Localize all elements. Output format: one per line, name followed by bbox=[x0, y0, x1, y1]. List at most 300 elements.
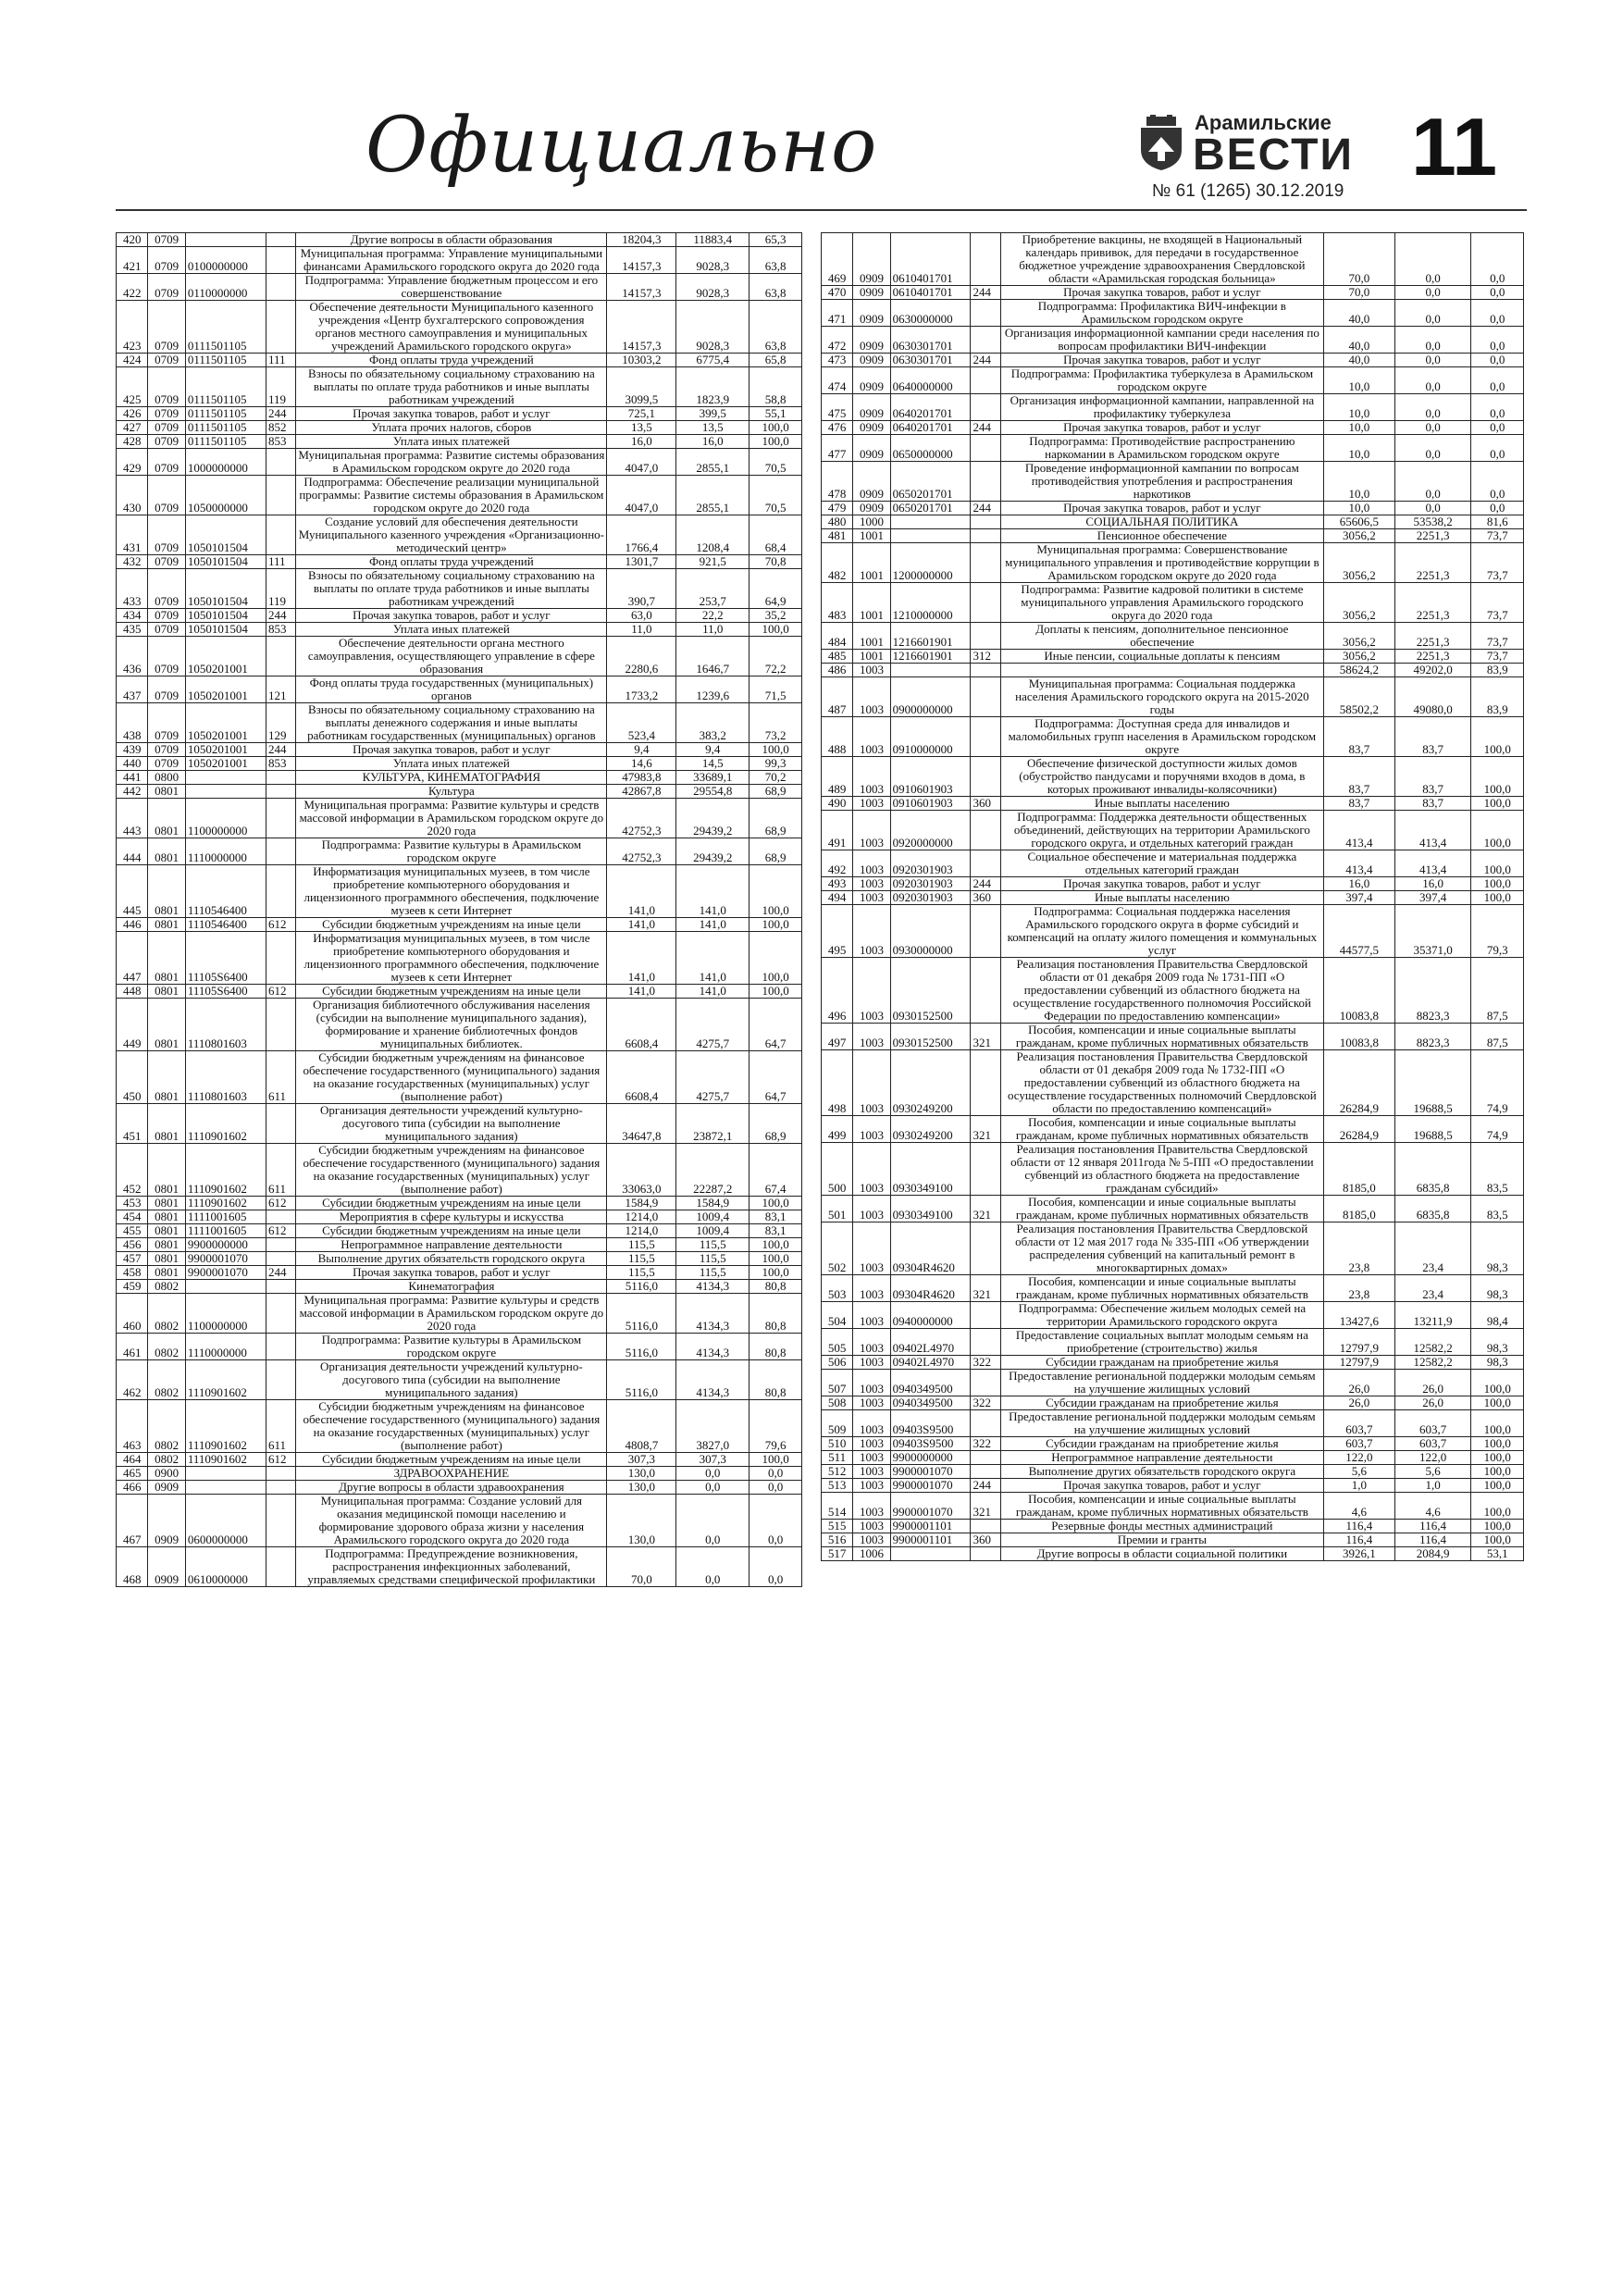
expense-type: 111 bbox=[266, 555, 295, 569]
planned-amount: 3056,2 bbox=[1323, 543, 1394, 583]
table-row bbox=[117, 985, 802, 999]
target-code: 1110546400 bbox=[185, 918, 266, 932]
row-number: 477 bbox=[822, 435, 853, 462]
planned-amount: 116,4 bbox=[1323, 1520, 1394, 1533]
row-number: 479 bbox=[822, 502, 853, 515]
section-code: 1003 bbox=[853, 664, 890, 677]
section-code: 0802 bbox=[148, 1360, 185, 1400]
item-description: Организация информационной кампании, направленной на профилактику туберкулеза bbox=[1000, 394, 1323, 421]
table-row bbox=[822, 1275, 1524, 1302]
expense-type bbox=[266, 515, 295, 555]
expense-type bbox=[266, 1481, 295, 1495]
expense-type bbox=[971, 1410, 1000, 1437]
section-code: 1003 bbox=[853, 1396, 890, 1410]
execution-percent: 0,0 bbox=[1471, 462, 1524, 502]
table-row bbox=[117, 838, 802, 865]
item-description: Организация информационной кампании среди населения по вопросам профилактики ВИЧ-инфекции bbox=[1000, 327, 1323, 354]
expense-type bbox=[266, 1210, 295, 1224]
table-row bbox=[117, 1400, 802, 1453]
planned-amount: 141,0 bbox=[607, 865, 676, 918]
planned-amount: 413,4 bbox=[1323, 850, 1394, 877]
section-code: 1003 bbox=[853, 1050, 890, 1116]
executed-amount: 1823,9 bbox=[676, 367, 750, 407]
section-code: 0709 bbox=[148, 623, 185, 637]
table-row bbox=[822, 1396, 1524, 1410]
expense-type bbox=[266, 1467, 295, 1481]
execution-percent: 87,5 bbox=[1471, 1024, 1524, 1050]
expense-type: 244 bbox=[266, 743, 295, 757]
planned-amount: 8185,0 bbox=[1323, 1143, 1394, 1196]
execution-percent: 99,3 bbox=[750, 757, 802, 771]
target-code: 09402L4970 bbox=[890, 1356, 971, 1370]
section-code: 0802 bbox=[148, 1294, 185, 1334]
table-row bbox=[822, 583, 1524, 623]
table-row bbox=[117, 799, 802, 838]
item-description: Иные выплаты населению bbox=[1000, 797, 1323, 811]
table-row bbox=[117, 1495, 802, 1547]
row-number: 475 bbox=[822, 394, 853, 421]
execution-percent: 100,0 bbox=[750, 1238, 802, 1252]
expense-type bbox=[971, 583, 1000, 623]
executed-amount: 8823,3 bbox=[1394, 1024, 1471, 1050]
section-code: 0802 bbox=[148, 1453, 185, 1467]
target-code: 1050101504 bbox=[185, 515, 266, 555]
item-description: Взносы по обязательному социальному страхованию на выплаты по оплате труда работников и иные выплаты работникам учреждений bbox=[296, 367, 607, 407]
section-code: 1001 bbox=[853, 583, 890, 623]
row-number: 456 bbox=[117, 1238, 148, 1252]
target-code: 1110901602 bbox=[185, 1104, 266, 1144]
planned-amount: 122,0 bbox=[1323, 1451, 1394, 1465]
executed-amount: 1584,9 bbox=[676, 1197, 750, 1210]
section-code: 0801 bbox=[148, 838, 185, 865]
planned-amount: 83,7 bbox=[1323, 717, 1394, 757]
section-code: 0909 bbox=[853, 367, 890, 394]
row-number: 509 bbox=[822, 1410, 853, 1437]
planned-amount: 1214,0 bbox=[607, 1210, 676, 1224]
planned-amount: 9,4 bbox=[607, 743, 676, 757]
planned-amount: 10303,2 bbox=[607, 354, 676, 367]
item-description: Премии и гранты bbox=[1000, 1533, 1323, 1547]
expense-type bbox=[971, 1143, 1000, 1196]
table-row bbox=[117, 1238, 802, 1252]
execution-percent: 83,5 bbox=[1471, 1196, 1524, 1222]
execution-percent: 0,0 bbox=[1471, 354, 1524, 367]
item-description: Пенсионное обеспечение bbox=[1000, 529, 1323, 543]
target-code: 1110901602 bbox=[185, 1360, 266, 1400]
planned-amount: 47983,8 bbox=[607, 771, 676, 785]
item-description: Резервные фонды местных администраций bbox=[1000, 1520, 1323, 1533]
budget-table-left bbox=[116, 232, 802, 1587]
planned-amount: 1766,4 bbox=[607, 515, 676, 555]
execution-percent: 73,2 bbox=[750, 703, 802, 743]
target-code: 0910601903 bbox=[890, 797, 971, 811]
section-code: 1001 bbox=[853, 623, 890, 650]
executed-amount: 0,0 bbox=[1394, 233, 1471, 286]
execution-percent: 53,1 bbox=[1471, 1547, 1524, 1561]
section-code: 1003 bbox=[853, 1520, 890, 1533]
planned-amount: 44577,5 bbox=[1323, 905, 1394, 958]
target-code: 9900000000 bbox=[185, 1238, 266, 1252]
target-code: 9900001070 bbox=[185, 1252, 266, 1266]
executed-amount: 8823,3 bbox=[1394, 958, 1471, 1024]
target-code: 0111501105 bbox=[185, 407, 266, 421]
table-row bbox=[117, 449, 802, 476]
item-description: Подпрограмма: Противодействие распространению наркомании в Арамильском городском округе bbox=[1000, 435, 1323, 462]
row-number: 421 bbox=[117, 247, 148, 274]
row-number: 449 bbox=[117, 999, 148, 1051]
row-number: 504 bbox=[822, 1302, 853, 1329]
planned-amount: 11,0 bbox=[607, 623, 676, 637]
row-number: 496 bbox=[822, 958, 853, 1024]
expense-type: 119 bbox=[266, 569, 295, 609]
expense-type: 852 bbox=[266, 421, 295, 435]
executed-amount: 141,0 bbox=[676, 932, 750, 985]
execution-percent: 70,5 bbox=[750, 449, 802, 476]
target-code: 09402L4970 bbox=[890, 1329, 971, 1356]
execution-percent: 100,0 bbox=[1471, 1451, 1524, 1465]
table-row bbox=[822, 677, 1524, 717]
planned-amount: 58624,2 bbox=[1323, 664, 1394, 677]
target-code: 0600000000 bbox=[185, 1495, 266, 1547]
executed-amount: 115,5 bbox=[676, 1238, 750, 1252]
expense-type: 321 bbox=[971, 1493, 1000, 1520]
section-code: 0802 bbox=[148, 1280, 185, 1294]
target-code: 11105S6400 bbox=[185, 932, 266, 985]
planned-amount: 141,0 bbox=[607, 985, 676, 999]
executed-amount: 13211,9 bbox=[1394, 1302, 1471, 1329]
logo-subtitle: Арамильские bbox=[1195, 111, 1332, 134]
table-row bbox=[822, 367, 1524, 394]
section-code: 0801 bbox=[148, 1104, 185, 1144]
item-description: Прочая закупка товаров, работ и услуг bbox=[296, 743, 607, 757]
section-code: 0801 bbox=[148, 1252, 185, 1266]
row-number: 428 bbox=[117, 435, 148, 449]
executed-amount: 49202,0 bbox=[1394, 664, 1471, 677]
item-description: Кинематография bbox=[296, 1280, 607, 1294]
section-code: 0801 bbox=[148, 1210, 185, 1224]
item-description: Субсидии бюджетным учреждениям на иные цели bbox=[296, 918, 607, 932]
executed-amount: 6835,8 bbox=[1394, 1196, 1471, 1222]
executed-amount: 23872,1 bbox=[676, 1104, 750, 1144]
executed-amount: 0,0 bbox=[676, 1467, 750, 1481]
planned-amount: 13427,6 bbox=[1323, 1302, 1394, 1329]
expense-type: 312 bbox=[971, 650, 1000, 664]
table-row bbox=[117, 1481, 802, 1495]
item-description: Муниципальная программа: Развитие системы образования в Арамильском городском округе до 2020 года bbox=[296, 449, 607, 476]
executed-amount: 53538,2 bbox=[1394, 515, 1471, 529]
section-code: 1001 bbox=[853, 543, 890, 583]
section-code: 0909 bbox=[853, 462, 890, 502]
execution-percent: 0,0 bbox=[1471, 233, 1524, 286]
item-description: Другие вопросы в области социальной политики bbox=[1000, 1547, 1323, 1561]
execution-percent: 81,6 bbox=[1471, 515, 1524, 529]
item-description: Иные выплаты населению bbox=[1000, 891, 1323, 905]
execution-percent: 98,3 bbox=[1471, 1356, 1524, 1370]
planned-amount: 1214,0 bbox=[607, 1224, 676, 1238]
planned-amount: 10083,8 bbox=[1323, 958, 1394, 1024]
item-description: Взносы по обязательному социальному страхованию на выплаты по оплате труда работников и иные выплаты работникам учреждений bbox=[296, 569, 607, 609]
row-number: 460 bbox=[117, 1294, 148, 1334]
expense-type bbox=[971, 811, 1000, 850]
execution-percent: 83,9 bbox=[1471, 664, 1524, 677]
row-number: 430 bbox=[117, 476, 148, 515]
planned-amount: 40,0 bbox=[1323, 354, 1394, 367]
item-description: Уплата иных платежей bbox=[296, 623, 607, 637]
section-code: 1003 bbox=[853, 1465, 890, 1479]
item-description: Приобретение вакцины, не входящей в Национальный календарь прививок, для передачи в государственное бюджетное учреждение здравоохранения Свердловской области «Арамильская городская больница» bbox=[1000, 233, 1323, 286]
execution-percent: 100,0 bbox=[1471, 811, 1524, 850]
section-code: 1003 bbox=[853, 958, 890, 1024]
section-code: 1003 bbox=[853, 877, 890, 891]
execution-percent: 100,0 bbox=[1471, 1437, 1524, 1451]
row-number: 443 bbox=[117, 799, 148, 838]
row-number: 494 bbox=[822, 891, 853, 905]
execution-percent: 0,0 bbox=[1471, 421, 1524, 435]
row-number: 488 bbox=[822, 717, 853, 757]
item-description: Предоставление региональной поддержки молодым семьям на улучшение жилищных условий bbox=[1000, 1370, 1323, 1396]
execution-percent: 70,5 bbox=[750, 476, 802, 515]
expense-type: 129 bbox=[266, 703, 295, 743]
execution-percent: 100,0 bbox=[1471, 1520, 1524, 1533]
section-code: 1003 bbox=[853, 1356, 890, 1370]
section-code: 0709 bbox=[148, 407, 185, 421]
executed-amount: 399,5 bbox=[676, 407, 750, 421]
table-row bbox=[822, 300, 1524, 327]
section-code: 0801 bbox=[148, 1051, 185, 1104]
item-description bbox=[1000, 664, 1323, 677]
execution-percent: 100,0 bbox=[750, 865, 802, 918]
execution-percent: 98,3 bbox=[1471, 1275, 1524, 1302]
section-title: Официально bbox=[365, 102, 878, 190]
execution-percent: 87,5 bbox=[1471, 958, 1524, 1024]
execution-percent: 74,9 bbox=[1471, 1116, 1524, 1143]
executed-amount: 397,4 bbox=[1394, 891, 1471, 905]
expense-type: 360 bbox=[971, 891, 1000, 905]
section-code: 1001 bbox=[853, 650, 890, 664]
planned-amount: 603,7 bbox=[1323, 1410, 1394, 1437]
executed-amount: 122,0 bbox=[1394, 1451, 1471, 1465]
row-number: 471 bbox=[822, 300, 853, 327]
planned-amount: 1301,7 bbox=[607, 555, 676, 569]
expense-type bbox=[971, 300, 1000, 327]
table-row bbox=[822, 1356, 1524, 1370]
executed-amount: 3827,0 bbox=[676, 1400, 750, 1453]
target-code: 9900001070 bbox=[890, 1479, 971, 1493]
section-code: 0909 bbox=[853, 300, 890, 327]
execution-percent: 100,0 bbox=[750, 918, 802, 932]
section-code: 1003 bbox=[853, 1302, 890, 1329]
table-row bbox=[822, 1520, 1524, 1533]
budget-table-right bbox=[821, 232, 1524, 1561]
item-description: Прочая закупка товаров, работ и услуг bbox=[1000, 421, 1323, 435]
item-description: Пособия, компенсации и иные социальные выплаты гражданам, кроме публичных нормативных обязательств bbox=[1000, 1275, 1323, 1302]
target-code: 1050101504 bbox=[185, 555, 266, 569]
item-description: Прочая закупка товаров, работ и услуг bbox=[1000, 877, 1323, 891]
execution-percent: 74,9 bbox=[1471, 1050, 1524, 1116]
expense-type bbox=[971, 958, 1000, 1024]
item-description: Муниципальная программа: Управление муниципальными финансами Арамильского городского округа до 2020 года bbox=[296, 247, 607, 274]
table-row bbox=[117, 1197, 802, 1210]
item-description: Фонд оплаты труда учреждений bbox=[296, 555, 607, 569]
table-row bbox=[822, 1465, 1524, 1479]
execution-percent: 63,8 bbox=[750, 274, 802, 301]
row-number: 495 bbox=[822, 905, 853, 958]
row-number: 435 bbox=[117, 623, 148, 637]
section-code: 0709 bbox=[148, 555, 185, 569]
item-description: Подпрограмма: Поддержка деятельности общественных объединений, действующих на территории Арамильского городского округа, и отдельных категорий граждан bbox=[1000, 811, 1323, 850]
table-row bbox=[117, 1294, 802, 1334]
planned-amount: 83,7 bbox=[1323, 757, 1394, 797]
planned-amount: 10,0 bbox=[1323, 502, 1394, 515]
row-number: 458 bbox=[117, 1266, 148, 1280]
execution-percent: 63,8 bbox=[750, 247, 802, 274]
page-number: 11 bbox=[1411, 101, 1498, 192]
target-code: 0930152500 bbox=[890, 1024, 971, 1050]
section-code: 0709 bbox=[148, 247, 185, 274]
row-number: 501 bbox=[822, 1196, 853, 1222]
target-code: 1110901602 bbox=[185, 1453, 266, 1467]
executed-amount: 2251,3 bbox=[1394, 543, 1471, 583]
expense-type: 612 bbox=[266, 1453, 295, 1467]
section-code: 0909 bbox=[853, 502, 890, 515]
expense-type bbox=[266, 999, 295, 1051]
table-row bbox=[117, 247, 802, 274]
planned-amount: 12797,9 bbox=[1323, 1356, 1394, 1370]
planned-amount: 413,4 bbox=[1323, 811, 1394, 850]
planned-amount: 3056,2 bbox=[1323, 529, 1394, 543]
item-description: Информатизация муниципальных музеев, в том числе приобретение компьютерного оборудования и лицензионного программного обеспечения, подключение музеев к сети Интернет bbox=[296, 865, 607, 918]
section-code: 0801 bbox=[148, 1144, 185, 1197]
row-number: 512 bbox=[822, 1465, 853, 1479]
row-number: 508 bbox=[822, 1396, 853, 1410]
execution-percent: 35,2 bbox=[750, 609, 802, 623]
table-row bbox=[117, 703, 802, 743]
section-code: 0709 bbox=[148, 476, 185, 515]
execution-percent: 0,0 bbox=[1471, 394, 1524, 421]
target-code: 0940349500 bbox=[890, 1396, 971, 1410]
expense-type bbox=[266, 1547, 295, 1587]
target-code: 09304R4620 bbox=[890, 1275, 971, 1302]
item-description: Предоставление региональной поддержки молодым семьям на улучшение жилищных условий bbox=[1000, 1410, 1323, 1437]
expense-type: 121 bbox=[266, 676, 295, 703]
executed-amount: 4134,3 bbox=[676, 1334, 750, 1360]
table-row bbox=[822, 1370, 1524, 1396]
executed-amount: 4275,7 bbox=[676, 1051, 750, 1104]
row-number: 511 bbox=[822, 1451, 853, 1465]
target-code: 0930152500 bbox=[890, 958, 971, 1024]
row-number: 514 bbox=[822, 1493, 853, 1520]
expense-type bbox=[971, 1465, 1000, 1479]
target-code bbox=[185, 771, 266, 785]
section-code: 0709 bbox=[148, 301, 185, 354]
executed-amount: 0,0 bbox=[676, 1481, 750, 1495]
execution-percent: 73,7 bbox=[1471, 543, 1524, 583]
planned-amount: 26284,9 bbox=[1323, 1050, 1394, 1116]
execution-percent: 73,7 bbox=[1471, 623, 1524, 650]
table-row bbox=[822, 1533, 1524, 1547]
item-description: Организация деятельности учреждений культурно-досугового типа (субсидии на выполнение муниципального задания) bbox=[296, 1360, 607, 1400]
table-row bbox=[117, 1144, 802, 1197]
expense-type bbox=[971, 623, 1000, 650]
row-number: 469 bbox=[822, 233, 853, 286]
section-code: 0801 bbox=[148, 1197, 185, 1210]
target-code: 1110901602 bbox=[185, 1197, 266, 1210]
executed-amount: 0,0 bbox=[1394, 327, 1471, 354]
table-row bbox=[822, 1050, 1524, 1116]
execution-percent: 100,0 bbox=[750, 1453, 802, 1467]
row-number: 423 bbox=[117, 301, 148, 354]
target-code: 1100000000 bbox=[185, 799, 266, 838]
target-code: 9900001070 bbox=[890, 1465, 971, 1479]
planned-amount: 390,7 bbox=[607, 569, 676, 609]
execution-percent: 100,0 bbox=[750, 421, 802, 435]
executed-amount: 9028,3 bbox=[676, 301, 750, 354]
section-code: 1003 bbox=[853, 1222, 890, 1275]
row-number: 485 bbox=[822, 650, 853, 664]
row-number: 507 bbox=[822, 1370, 853, 1396]
row-number: 436 bbox=[117, 637, 148, 676]
item-description: ЗДРАВООХРАНЕНИЕ bbox=[296, 1467, 607, 1481]
executed-amount: 4134,3 bbox=[676, 1360, 750, 1400]
table-row bbox=[822, 797, 1524, 811]
table-row bbox=[822, 623, 1524, 650]
table-row bbox=[822, 1196, 1524, 1222]
expense-type bbox=[266, 799, 295, 838]
planned-amount: 14,6 bbox=[607, 757, 676, 771]
item-description: Субсидии бюджетным учреждениям на финансовое обеспечение государственного (муниципального) задания на оказание государственных (муниципальных) услуг (выполнение работ) bbox=[296, 1144, 607, 1197]
target-code: 1110801603 bbox=[185, 1051, 266, 1104]
expense-type bbox=[266, 233, 295, 247]
row-number: 506 bbox=[822, 1356, 853, 1370]
execution-percent: 0,0 bbox=[750, 1467, 802, 1481]
execution-percent: 79,6 bbox=[750, 1400, 802, 1453]
planned-amount: 141,0 bbox=[607, 918, 676, 932]
section-code: 0801 bbox=[148, 785, 185, 799]
target-code: 1000000000 bbox=[185, 449, 266, 476]
table-row bbox=[117, 637, 802, 676]
planned-amount: 70,0 bbox=[1323, 233, 1394, 286]
table-row bbox=[117, 676, 802, 703]
executed-amount: 14,5 bbox=[676, 757, 750, 771]
item-description: Другие вопросы в области здравоохранения bbox=[296, 1481, 607, 1495]
section-code: 1003 bbox=[853, 1275, 890, 1302]
item-description: Организация библиотечного обслуживания населения (субсидии на выполнение муниципального задания), формирование и хранение библиотечных фондов муниципальных библиотек. bbox=[296, 999, 607, 1051]
execution-percent: 71,5 bbox=[750, 676, 802, 703]
target-code: 0640201701 bbox=[890, 394, 971, 421]
planned-amount: 3926,1 bbox=[1323, 1547, 1394, 1561]
execution-percent: 73,7 bbox=[1471, 583, 1524, 623]
table-row bbox=[117, 743, 802, 757]
item-description: Пособия, компенсации и иные социальные выплаты гражданам, кроме публичных нормативных обязательств bbox=[1000, 1024, 1323, 1050]
section-code: 0709 bbox=[148, 421, 185, 435]
row-number: 427 bbox=[117, 421, 148, 435]
item-description: Подпрограмма: Профилактика туберкулеза в Арамильском городском округе bbox=[1000, 367, 1323, 394]
expense-type: 244 bbox=[971, 354, 1000, 367]
executed-amount: 22287,2 bbox=[676, 1144, 750, 1197]
row-number: 500 bbox=[822, 1143, 853, 1196]
execution-percent: 98,3 bbox=[1471, 1329, 1524, 1356]
target-code: 1110000000 bbox=[185, 838, 266, 865]
execution-percent: 64,7 bbox=[750, 999, 802, 1051]
planned-amount: 12797,9 bbox=[1323, 1329, 1394, 1356]
planned-amount: 4047,0 bbox=[607, 476, 676, 515]
expense-type: 322 bbox=[971, 1437, 1000, 1451]
expense-type bbox=[266, 1280, 295, 1294]
table-row bbox=[117, 515, 802, 555]
execution-percent: 70,2 bbox=[750, 771, 802, 785]
expense-type bbox=[266, 637, 295, 676]
execution-percent: 0,0 bbox=[1471, 502, 1524, 515]
